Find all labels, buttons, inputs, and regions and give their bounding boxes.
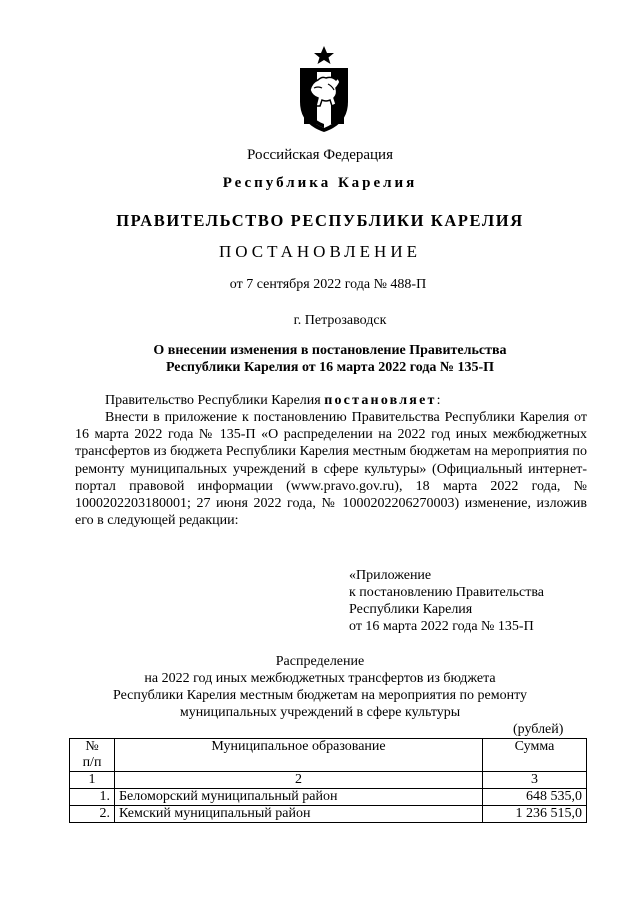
distribution-line: Республики Карелия местным бюджетам на мероприятия по ремонту [112,688,528,703]
intro-suffix: : [436,393,441,408]
row-municipality: Кемский муниципальный район [115,806,483,823]
document-type: ПОСТАНОВЛЕНИЕ [218,242,421,261]
header-sum: Сумма [483,739,587,772]
intro-paragraph [75,392,587,409]
distribution-line: Распределение [275,654,365,669]
units-label: (рублей) [513,722,564,737]
allocation-table [69,738,587,823]
row-municipality: Беломорский муниципальный район [115,789,483,806]
star-icon [314,46,334,64]
row-number: 1. [70,789,115,806]
table-header-row [70,739,587,772]
row-sum: 1 236 515,0 [483,806,587,823]
header-municipality: Муниципальное образование [115,739,483,772]
country-name: Российская Федерация [247,147,393,163]
header-number-line: п/п [82,755,102,770]
column-number: 2 [115,772,483,789]
subject-line: О внесении изменения в постановление Правительства [153,343,507,358]
column-number: 1 [70,772,115,789]
row-number: 2. [70,806,115,823]
coat-of-arms-emblem [294,44,354,134]
intro-resolves: постановляет [324,393,437,408]
republic-name: Республика Карелия [222,175,418,191]
decree-subject [10,342,640,376]
decree-date-number: от 7 сентября 2022 года № 488-П [229,277,427,292]
distribution-line: на 2022 год иных межбюджетных трансфертов из бюджета [144,671,496,686]
subject-line: Республики Карелия от 16 марта 2022 года № 135-П [165,360,495,375]
distribution-title [100,653,540,721]
row-sum: 648 535,0 [483,789,587,806]
government-title: ПРАВИТЕЛЬСТВО РЕСПУБЛИКИ КАРЕЛИЯ [116,211,524,230]
table-row [70,806,587,823]
appendix-line: к постановлению Правительства [349,585,545,600]
appendix-line: «Приложение [349,568,432,583]
intro-prefix: Правительство Республики Карелия [105,393,325,408]
appendix-block [349,567,544,635]
table-row [70,789,587,806]
appendix-line: Республики Карелия [349,602,473,617]
header-number [70,739,115,772]
column-number: 3 [483,772,587,789]
appendix-line: от 16 марта 2022 года № 135-П [349,619,534,634]
header-number-line: № [85,739,99,754]
main-paragraph: Внести в приложение к постановлению Правительства Республики Карелия от 16 марта 2022 года № 135-П «О распределении на 2022 год иных межбюджетных трансфертов из бюджета Республики Карелия местным бюджетам на мероприятия по ремонту муниципальных учреждений в сфере культуры» (Официальный интернет-портал правовой информации (www.pravo.gov.ru), 18 марта 2022 года, № 1000202203180001; 27 июня 2022 года, № 1000202206270003) изменение, изложив его в следующей редакции: [75,410,587,529]
distribution-line: муниципальных учреждений в сфере культуры [179,705,461,720]
city-name: г. Петрозаводск [293,313,387,328]
table-column-numbers-row [70,772,587,789]
